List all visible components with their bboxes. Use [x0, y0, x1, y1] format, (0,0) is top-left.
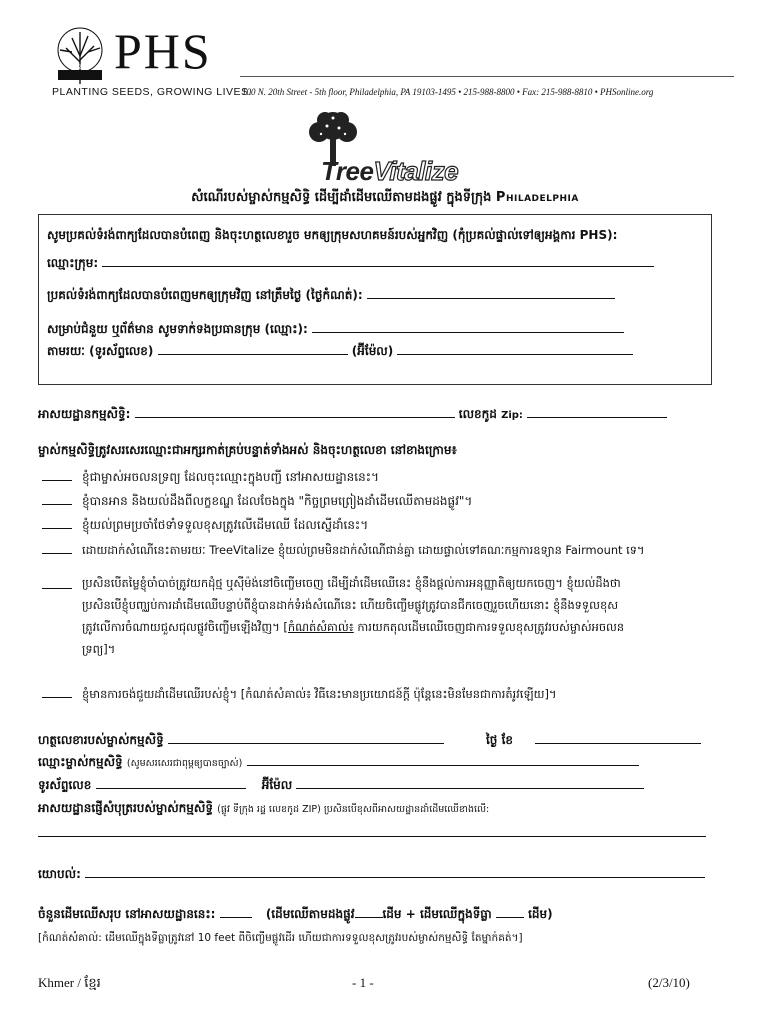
zip-field[interactable] [527, 407, 667, 418]
paragraph-line [82, 616, 732, 638]
owner-name-row [38, 754, 639, 772]
contact-row [47, 343, 633, 359]
leader-phone-field[interactable] [158, 344, 348, 355]
owner-email-field[interactable] [296, 778, 644, 789]
list-item [42, 517, 368, 533]
list-item [42, 686, 557, 702]
owner-name-field[interactable] [247, 755, 639, 766]
list-item [42, 469, 379, 485]
tree-count-row [38, 906, 553, 922]
group-name-field[interactable] [102, 256, 654, 267]
initial-field[interactable] [42, 495, 72, 505]
property-address-field[interactable] [135, 407, 455, 418]
footer-language: Khmer / ខ្មែរ [38, 975, 101, 990]
letterhead [44, 22, 734, 102]
footer-date: (2/3/10) [648, 975, 690, 990]
title-main: សំណើរបស់ម្ចាស់កម្មសិទ្ធិ ដើម្បីដាំដើមឈើតាមដងផ្លូវ ក្នុងទីក្រុង [191, 190, 492, 205]
email-label: (អ៊ីម៉ែល) [351, 344, 394, 358]
note-label: [កំណត់សំគាល់៖ [283, 620, 354, 634]
owner-name-hint: (សូមសរសេរជាពុម្ពឲ្យបានច្បាស់) [126, 758, 243, 769]
signature-field[interactable] [168, 733, 444, 744]
list-item [42, 542, 645, 558]
initial-field[interactable] [42, 579, 72, 589]
owner-email-label: អ៊ីម៉ែល [261, 778, 293, 792]
owner-phone-field[interactable] [96, 778, 246, 789]
item-text: ខ្ញុំជាម្ចាស់អចលនទ្រព្យ ដែលចុះឈ្មោះក្នុងបញ្ជី នៅអាសយដ្ឋាននេះ។ [82, 470, 379, 484]
item-text: ខ្ញុំយល់ព្រមប្រចាំថែទាំទទួលខុសត្រូវលើដើមឈើ ដែលស្នើដាំនេះ។ [82, 518, 369, 532]
sidewalk-paragraph [82, 572, 732, 660]
footer-page-number: - 1 - [352, 975, 374, 990]
owner-instruction: ម្ចាស់កម្មសិទ្ធិត្រូវសរសេរឈ្មោះជាអក្សរកាត់គ្រប់បន្ទាត់ទាំងអស់ និងចុះហត្ថលេខា នៅខាងក្រោម៖ [38, 443, 457, 457]
item-text: ខ្ញុំបានអាន និងយល់ដឹងពីលក្ខខណ្ឌ ដែលចែងក្នុង "កិច្ចព្រមព្រៀងដាំដើមឈើតាមដងផ្លូវ"។ [82, 494, 473, 508]
date-row [486, 732, 701, 748]
group-leader-field[interactable] [312, 322, 624, 333]
logo-year: 1827 [70, 64, 86, 71]
paragraph-line: ទ្រព្យ]។ [82, 642, 116, 656]
page-title [0, 189, 770, 208]
total-trees-field[interactable] [220, 907, 252, 918]
header-divider [240, 76, 734, 77]
deadline-label: ប្រគល់ទំរង់ពាក្យដែលបានបំពេញមកឲ្យក្រុមវិញ នៅត្រឹមថ្ងៃ (ថ្ងៃកំណត់): [47, 288, 363, 302]
paragraph-line: ប្រសិនបើខ្ញុំបញ្ឈប់ការដាំដើមឈើបន្ទាប់ពីខ្ញុំបានដាក់ទំរង់សំណើនេះ ហើយចិញ្ចើមផ្លូវត្រូវបានជីកចេញរួចហើយនោះ ខ្ញុំនឹងទទួលខុស [82, 598, 619, 612]
help-contact-row [47, 321, 624, 337]
box-instruction: សូមប្រគល់ទំរង់ពាក្យដែលបានបំពេញ និងចុះហត្ថលេខារួច មកឲ្យក្រុមសហគមន៍របស់អ្នកវិញ (កុំប្រគល់ផ្ទាល់ទៅឲ្យអង្គការ PHS): [47, 228, 618, 242]
yard-trees-field[interactable] [496, 907, 524, 918]
comments-field[interactable] [85, 867, 705, 878]
signature-label: ហត្ថលេខារបស់ម្ចាស់កម្មសិទ្ធិ [38, 733, 164, 747]
brand-part1: Tree [321, 156, 374, 186]
treevitalize-wordmark [321, 156, 458, 187]
yard-tree-note: [កំណត់សំគាល់: ដើមឈើក្នុងទីធ្លាត្រូវនៅ 10 feet ពីចិញ្ចើមផ្លូវដើរ ហើយជាការទទួលខុសត្រូវរបស់ម្ចាស់កម្មសិទ្ធិ តែម្នាក់គត់។] [38, 932, 523, 944]
tagline: PLANTING SEEDS, GROWING LIVES. [52, 86, 252, 98]
group-name-row [47, 255, 654, 271]
zip-label: លេខកូដ [458, 407, 497, 421]
date-label: ថ្ងៃ ខែ [486, 733, 514, 747]
paragraph-line: ប្រសិនបើតម្លៃខ្ញុំចាំបាច់ត្រូវយកដុំថ្ម ឬស៊ីម៉ង់នៅចិញ្ចើមចេញ ដើម្បីដាំដើមឈើនេះ ខ្ញុំនឹងផ្តល់ការអនុញ្ញាតិឲ្យយកចេញ។ ខ្ញុំយល់ដឹងថា [82, 576, 621, 590]
leader-email-field[interactable] [397, 344, 633, 355]
item-text: ខ្ញុំមានការចង់ជួយដាំដើមឈើរបស់ខ្ញុំ។ [កំណត់សំគាល់៖ វិធីនេះមានប្រយោជន៍ក្តី ប៉ុន្តែនេះមិនមែនជាការតំរូវឡើយ]។ [82, 687, 557, 701]
owner-phone-label: ទូរស័ព្ទលេខ [38, 778, 92, 792]
instruction-box [38, 214, 712, 385]
mailing-address-row [38, 800, 489, 818]
initial-field[interactable] [42, 519, 72, 529]
paragraph-text: ការយកតុលដើមឈើចេញជាការទទួលខុសត្រូវរបស់ម្ចាស់អចលន [353, 620, 625, 634]
comments-row [38, 866, 705, 882]
item-text: ដោយដាក់សំណើនេះតាមរយៈ TreeVitalize ខ្ញុំយល់ព្រមមិនដាក់សំណើជាន់គ្នា ដោយផ្ទាល់ទៅគណៈកម្មការឧទ្យាន Fairmount ទេ។ [82, 543, 645, 557]
help-contact-label: សម្រាប់ជំនួយ ឬព័ត៌មាន សូមទាក់ទងប្រធានក្រុម (ឈ្មោះ): [47, 322, 308, 336]
date-field[interactable] [535, 733, 701, 744]
comments-label: យោបល់: [38, 867, 81, 881]
owner-contact-row [38, 777, 644, 793]
brand-part2: Vitalize [373, 156, 459, 186]
street-trees-label: (ដើមឈើតាមដងផ្លូវ [265, 907, 355, 921]
deadline-row [47, 287, 615, 303]
treevitalize-logo [285, 108, 485, 188]
property-address-row [38, 406, 667, 424]
paragraph-text: ត្រូវលើការចំណាយជួសជុលផ្លូវចិញ្ចើមឡើងវិញ។ [82, 620, 284, 634]
initial-field[interactable] [42, 471, 72, 481]
street-trees-field[interactable] [355, 907, 383, 918]
phs-logo-text: PHS [114, 23, 212, 79]
initial-field[interactable] [42, 544, 72, 554]
zip-label-en: Zip: [501, 410, 523, 421]
owner-name-label: ឈ្មោះម្ចាស់កម្មសិទ្ធិ [38, 755, 123, 769]
mailing-address-hint: (ផ្លូវ ទីក្រុង រដ្ឋ លេខកូដ ZIP) ប្រសិនបើខុសពីអាសយដ្ឋានដាំដើមឈើខាងលើ: [217, 804, 490, 815]
mailing-address-label: អាសយដ្ឋានផ្ញើសំបុត្ររបស់ម្ចាស់កម្មសិទ្ធិ [38, 801, 213, 815]
title-city: Philadelphia [495, 190, 579, 205]
property-address-label: អាសយដ្ឋានកម្មសិទ្ធិ: [38, 407, 131, 421]
initial-field[interactable] [42, 688, 72, 698]
signature-row [38, 732, 444, 748]
trees-unit-label: ដើម) [528, 907, 553, 921]
phs-address: 100 N. 20th Street - 5th floor, Philadelphia, PA 19103-1495 • 215-988-8800 • Fax: 215-988-8810 • PHSonline.org [242, 87, 654, 97]
deadline-field[interactable] [367, 288, 615, 299]
yard-trees-label: ដើម + ដើមឈើក្នុងទីធ្លា [382, 907, 492, 921]
group-name-label: ឈ្មោះក្រុម: [47, 256, 99, 270]
phone-label: តាមរយៈ (ទូរស័ព្ទលេខ) [47, 344, 154, 358]
list-item [42, 493, 472, 509]
tree-count-label: ចំនួនដើមឈើសរុប នៅអាសយដ្ឋាននេះ: [38, 907, 216, 921]
mailing-address-field[interactable] [38, 826, 706, 837]
phs-tree-logo-icon [50, 26, 110, 88]
